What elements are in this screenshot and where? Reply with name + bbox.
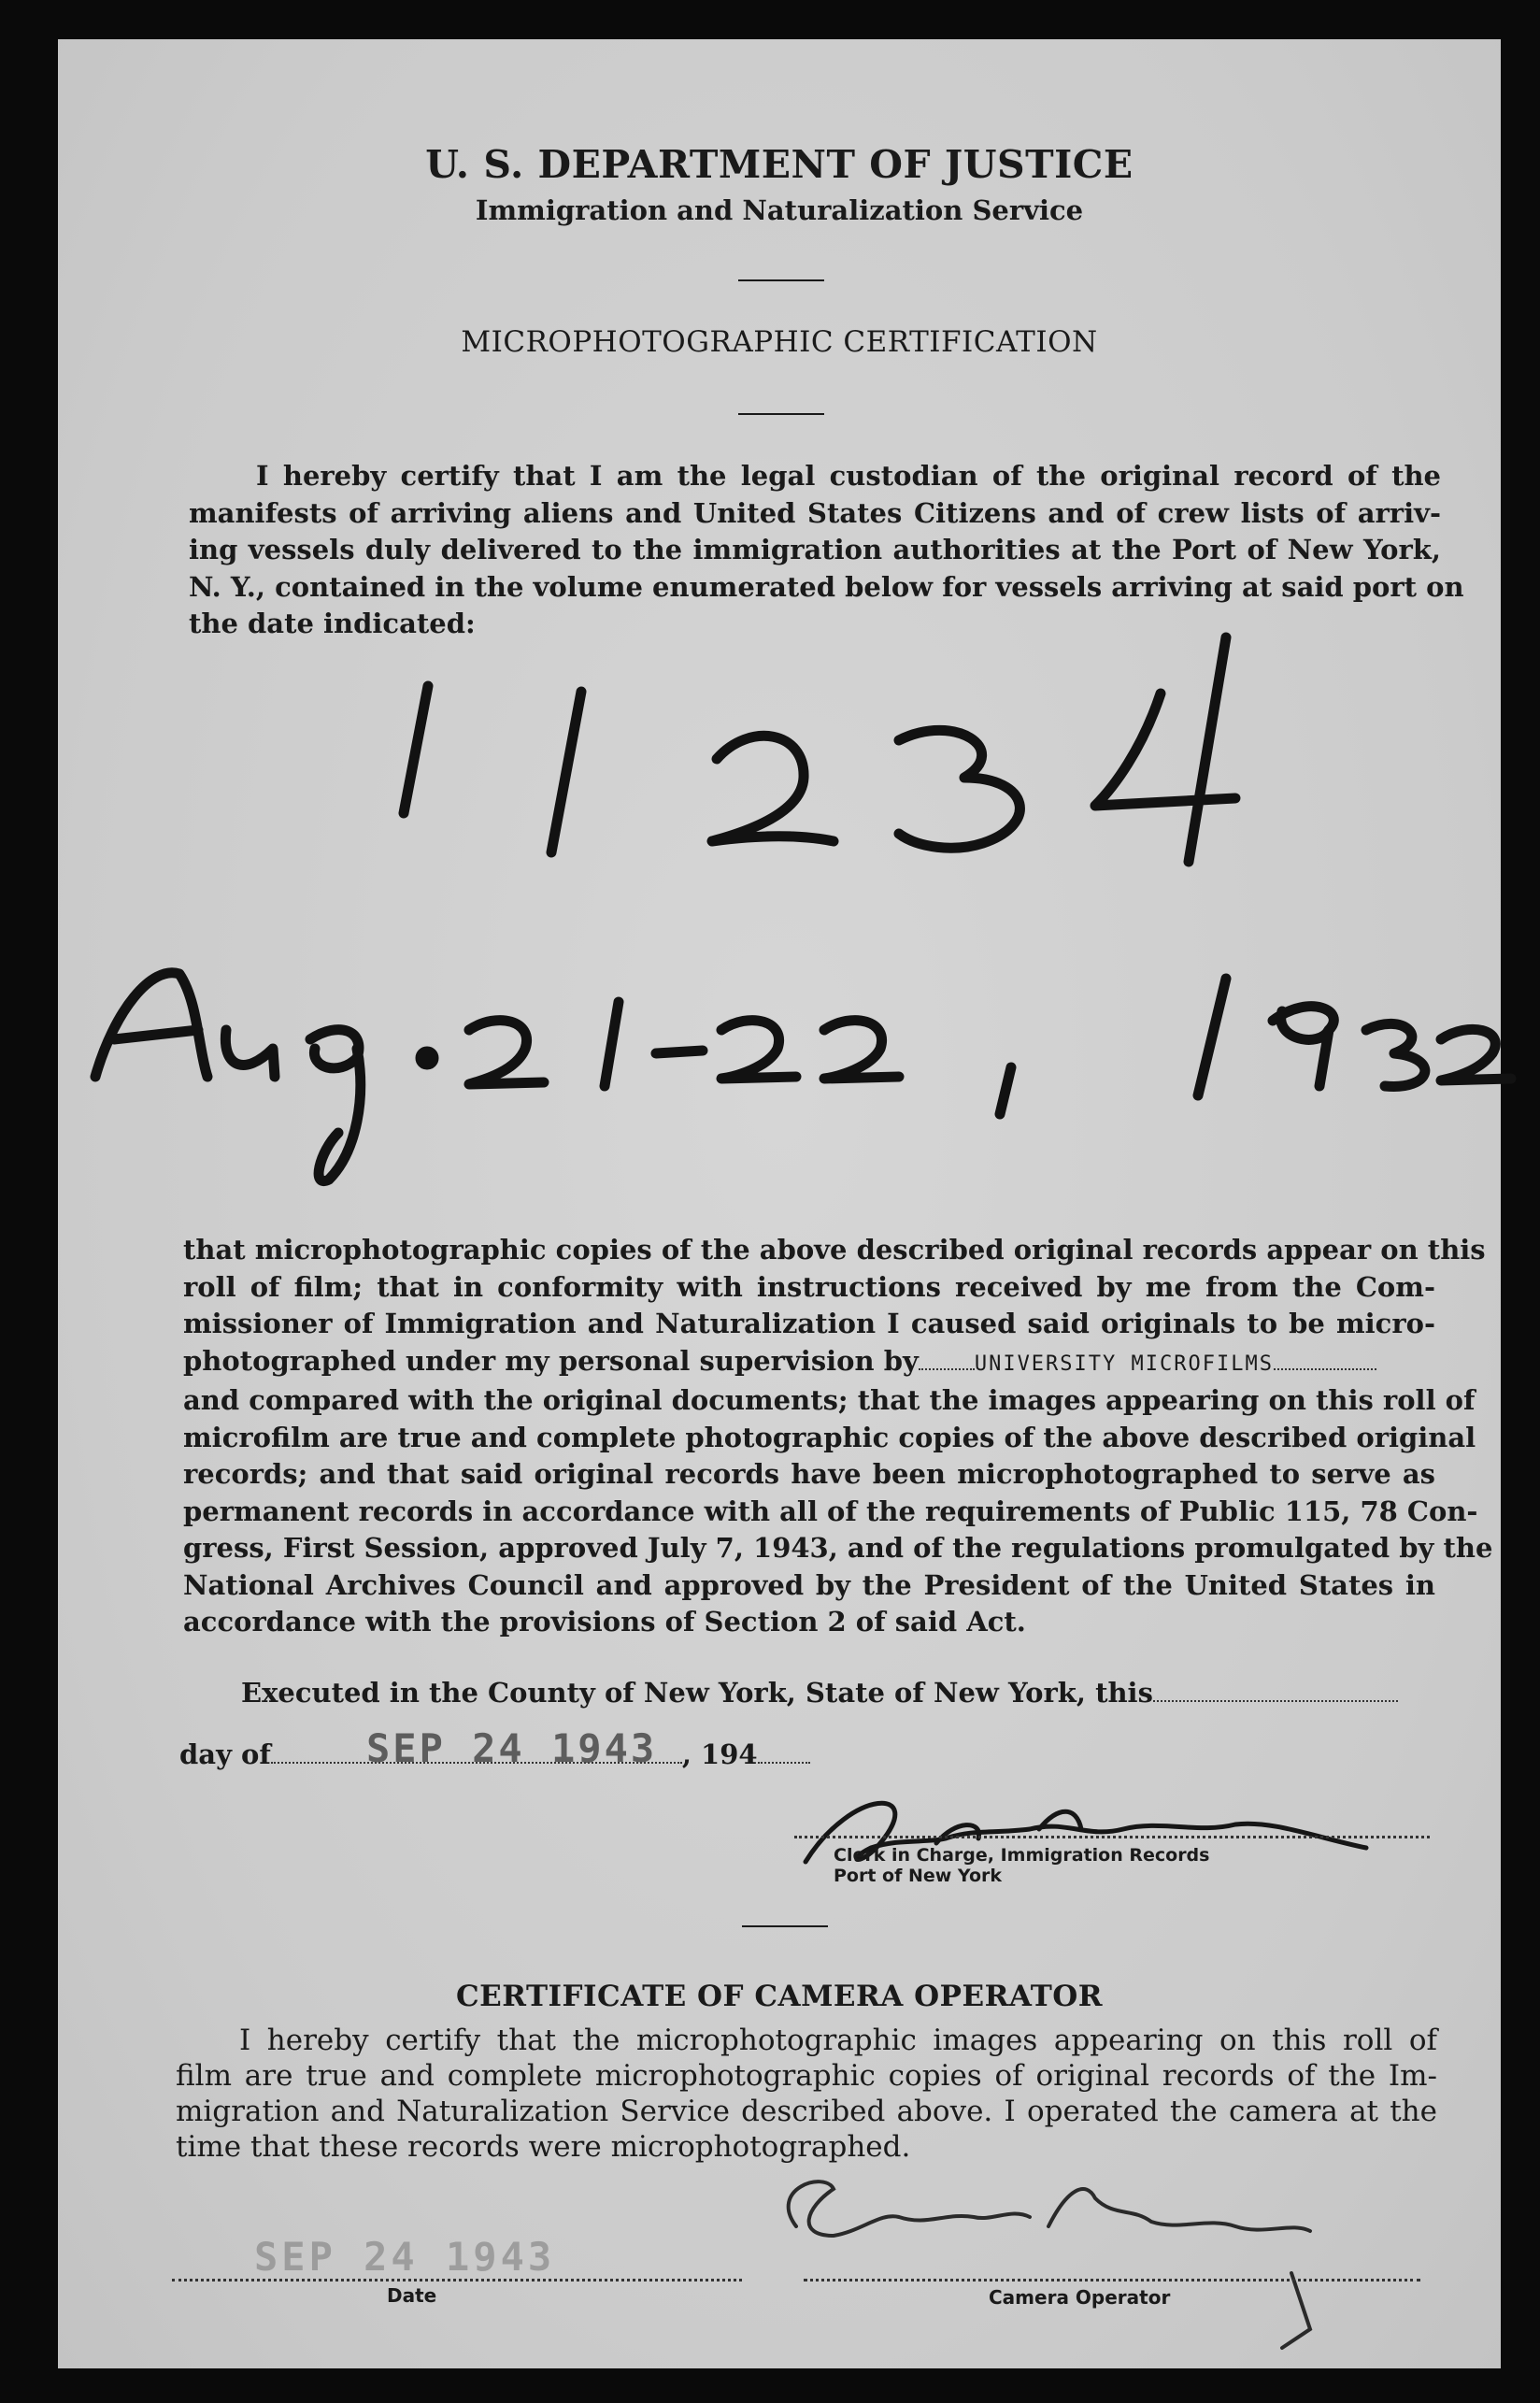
intro-line: N. Y., contained in the volume enumerated below for vessels arriving at said port on [189,570,1464,603]
date-signature-line [172,2277,742,2281]
operator-signature-line [804,2277,1420,2281]
body-line: accordance with the provisions of Section 2 of said Act. [183,1606,1026,1638]
intro-paragraph [189,458,1464,643]
camera-paragraph [176,2023,1437,2165]
intro-line: the date indicated: [189,608,476,639]
fill-dots [1274,1352,1376,1370]
execution-date-stamp: SEP 24 1943 [366,1725,658,1771]
divider [738,413,824,415]
camera-line: migration and Naturalization Service described above. I operated the camera at the [176,2095,1437,2128]
handwritten-date-range [95,973,1511,1181]
camera-line: film are true and complete microphotographic copies of original records of the Im- [176,2059,1437,2093]
camera-operator-label: Camera Operator [989,2286,1171,2309]
intro-line: ing vessels duly delivered to the immigration authorities at the Port of New York, [189,534,1441,565]
photographed-by-line [183,1343,1435,1383]
fill-dots [919,1352,975,1370]
certificate-page [58,39,1501,2368]
body-line: missioner of Immigration and Naturalization I caused said originals to be micro- [183,1308,1435,1339]
certification-title: MICROPHOTOGRAPHIC CERTIFICATION [461,325,1098,359]
clerk-title-line: Port of New York [834,1866,1003,1886]
service-subheading: Immigration and Naturalization Service [475,194,1084,226]
fill-dots [1153,1680,1398,1702]
body-line: records; and that said original records have been microphotographed to serve as [183,1458,1435,1490]
camera-operator-signature [789,2181,1310,2348]
body-paragraph [183,1232,1493,1641]
handwritten-volume-number [404,637,1235,862]
body-line: microfilm are true and complete photographic copies of the above described original [183,1421,1476,1453]
body-line: that microphotographic copies of the above described original records appear on this [183,1234,1486,1266]
camera-line: I hereby certify that the microphotographic images appearing on this roll of [239,2024,1437,2057]
body-line: roll of film; that in conformity with instructions received by me from the Com- [183,1270,1435,1303]
year-prefix: , 194 [681,1738,758,1770]
clerk-title [834,1845,1209,1886]
execution-text: Executed in the County of New York, State of New York, this [241,1677,1153,1709]
photographed-by-value: UNIVERSITY MICROFILMS [974,1352,1274,1376]
date-label: Date [387,2284,437,2307]
fill-dots [758,1741,810,1764]
divider [742,1925,828,1927]
handwriting-layer [58,39,1501,2368]
body-line: National Archives Council and approved by the President of the United States in [183,1568,1435,1601]
execution-line [241,1677,1398,1709]
body-line: and compared with the original documents; that the images appearing on this roll of [183,1384,1476,1416]
body-line: gress, First Session, approved July 7, 1943, and of the regulations promulgated by the [183,1532,1493,1564]
intro-line: manifests of arriving aliens and United States Citizens and of crew lists of arriv- [189,496,1441,529]
agency-heading: U. S. DEPARTMENT OF JUSTICE [425,142,1134,187]
clerk-signature-line [794,1834,1430,1838]
camera-date-stamp: SEP 24 1943 [254,2234,556,2280]
photographed-by-prefix: photographed under my personal supervision by [183,1344,919,1377]
clerk-title-line: Clerk in Charge, Immigration Records [834,1845,1210,1866]
camera-certificate-title: CERTIFICATE OF CAMERA OPERATOR [455,1980,1104,2013]
body-line: permanent records in accordance with all of the requirements of Public 115, 78 Con- [183,1495,1478,1527]
divider [738,279,824,281]
camera-line: time that these records were microphotographed. [176,2130,911,2164]
intro-line: I hereby certify that I am the legal custodian of the original record of the [256,460,1441,492]
day-of-label: day of [179,1738,271,1770]
